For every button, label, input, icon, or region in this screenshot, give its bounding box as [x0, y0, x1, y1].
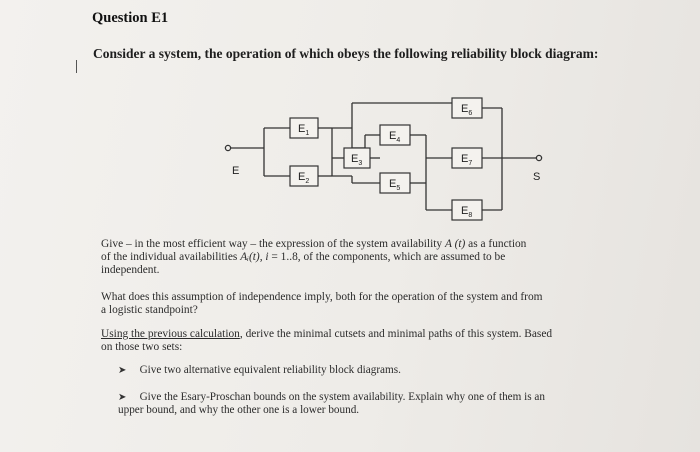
paragraph-availability	[101, 238, 661, 277]
output-node	[536, 155, 541, 160]
p1-line2-b: = 1..8, of the components, which are assumed to be	[268, 251, 506, 263]
p1-text-a: Give – in the most efficient way – the expression of the system availability	[101, 238, 445, 250]
input-node	[225, 145, 230, 150]
bullet-item-1	[118, 364, 401, 377]
question-title: Question E1	[92, 10, 169, 26]
p1-line3: independent.	[101, 264, 160, 276]
p3-line2: on those two sets:	[101, 341, 183, 353]
paragraph-independence	[101, 291, 661, 317]
bullet-2-line1: Give the Esary-Proschan bounds on the system availability. Explain why one of them is an	[139, 391, 545, 403]
block-e3-label: $E_3$	[351, 153, 363, 167]
arrow-bullet-icon: ➤	[118, 365, 127, 376]
p2-line1: What does this assumption of independence imply, both for the operation of the system and from	[101, 291, 543, 303]
arrow-bullet-icon: ➤	[118, 392, 127, 403]
p1-line2-a: of the individual availabilities	[101, 251, 241, 263]
p2-line2: a logistic standpoint?	[101, 304, 198, 316]
bullet-1-text: Give two alternative equivalent reliability block diagrams.	[139, 364, 401, 376]
p3-underlined: Using the previous calculation	[101, 328, 240, 340]
margin-mark	[76, 60, 77, 73]
p1-text-b: as a function	[465, 238, 527, 250]
block-e6-label: $E_6$	[461, 103, 473, 117]
intro-text: Consider a system, the operation of which obeys the following reliability block diagram:	[93, 46, 599, 61]
p3-line1: , derive the minimal cutsets and minimal paths of this system. Based	[239, 328, 553, 340]
block-e5-label: $E_5$	[389, 178, 401, 192]
bullet-2-line2: upper bound, and why the other one is a lower bound.	[118, 404, 360, 416]
p1-symbol-2: Aᵢ(t), i	[240, 251, 269, 263]
input-label: E	[232, 165, 240, 177]
paragraph-cutsets	[101, 328, 661, 354]
reliability-block-diagram	[220, 88, 560, 228]
block-e2-label: $E_2$	[298, 171, 310, 185]
block-e4-label: $E_4$	[389, 130, 401, 144]
block-e1-label: $E_1$	[298, 123, 310, 137]
bullet-item-2	[118, 391, 658, 417]
block-e8-label: $E_8$	[461, 205, 473, 219]
output-label: S	[533, 171, 541, 183]
p1-symbol: A (t)	[444, 238, 466, 250]
block-e7-label: $E_7$	[461, 153, 473, 167]
